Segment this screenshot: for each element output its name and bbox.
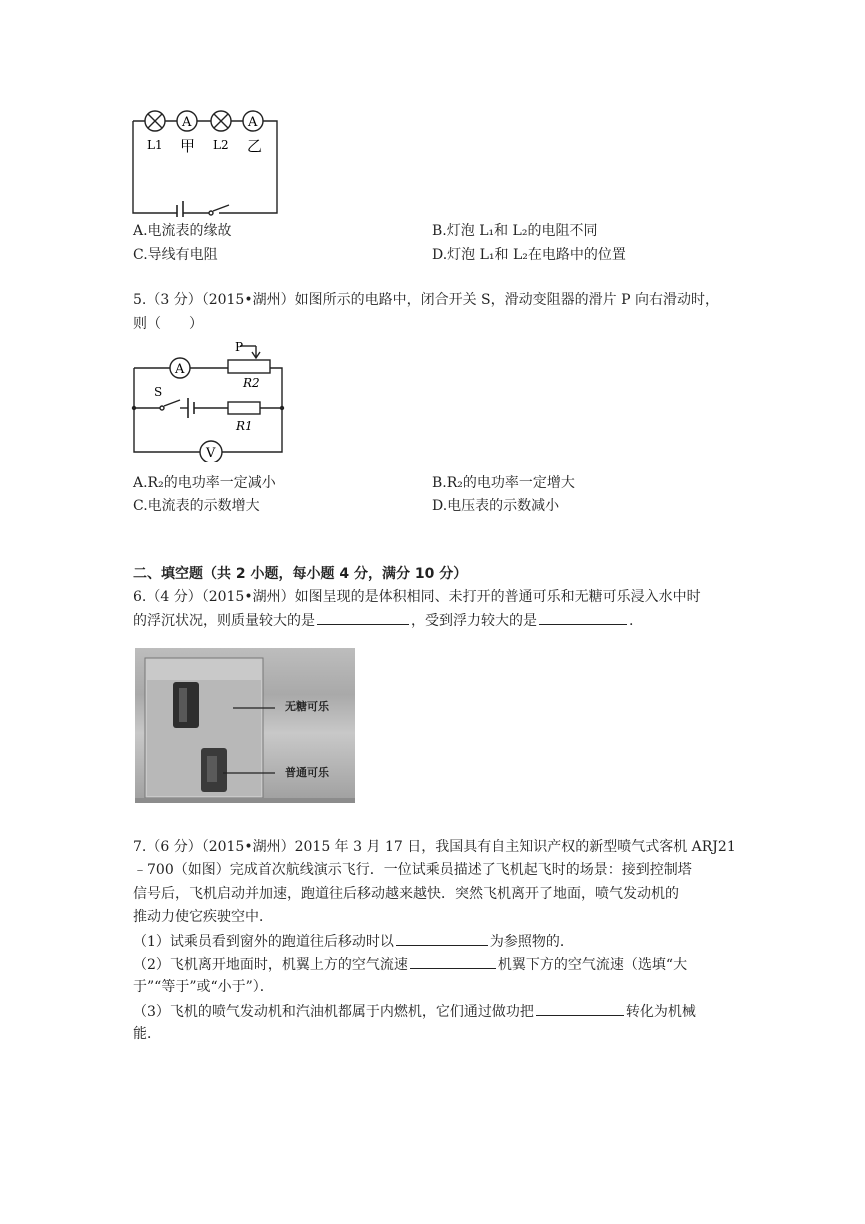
q4-ammeter-a-label: A [182,115,192,130]
q6-answer-blank-1[interactable] [317,610,409,625]
q6-line2-text-a: 的浮沉状况，则质量较大的是 [133,613,315,629]
q4-lamp2-label: L2 [213,138,229,152]
q5-option-b: B.R₂的电功率一定增大 [432,475,575,491]
q7-part3-text-b: 转化为机械 [625,1004,696,1020]
q7-part2 [133,954,687,975]
q7-answer-blank-2[interactable] [410,954,496,969]
q6-line2-text-b: ，受到浮力较大的是 [411,613,537,629]
q7-part1 [133,931,574,952]
q7-part2-text-a: （2）飞机离开地面时，机翼上方的空气流速 [133,957,408,973]
q5-option-c: C.电流表的示数增大 [133,498,260,514]
q5-s-label: S [154,385,163,399]
q5-stem-line2: 则（ ） [133,316,203,332]
q7-line1: 7.（6 分）（2015•湖州）2015 年 3 月 17 日，我国具有自主知识产权的新型喷气式客机 ARJ21 [133,839,736,855]
q4-option-b: B.灯泡 L₁和 L₂的电阻不同 [432,223,598,239]
q4-circuit-diagram [125,105,285,217]
q6-label-regular: 普通可乐 [285,766,329,779]
q5-circuit-diagram [128,340,288,462]
q6-line1: 6.（4 分）（2015•湖州）如图呈现的是体积相同、未打开的普通可乐和无糖可乐浸入水中时 [133,589,701,605]
q5-voltmeter-label: V [206,446,216,461]
q7-part3-text-a: （3）飞机的喷气发动机和汽油机都属于内燃机，它们通过做功把 [133,1004,534,1020]
q6-line2 [133,610,633,631]
q4-option-c: C.导线有电阻 [133,247,218,263]
q5-stem-line1: 5.（3 分）（2015•湖州）如图所示的电路中，闭合开关 S，滑动变阻器的滑片 P 向右滑动时， [133,292,719,308]
q4-ammeter-b-label: A [248,115,258,130]
q6-label-sugar-free: 无糖可乐 [285,700,329,713]
q4-jia-label: 甲 [180,137,196,155]
q6-answer-blank-2[interactable] [539,610,627,625]
q4-option-a: A.电流表的缘故 [133,223,232,239]
q5-r2-label: R2 [243,376,260,390]
q5-r1-label: R1 [236,419,253,433]
q7-line2: ﹣700（如图）完成首次航线演示飞行．一位试乘员描述了飞机起飞时的场景：接到控制塔 [133,862,692,878]
q7-part2-cont: 于”“等于”或“小于”）． [133,979,274,995]
q7-part1-text-b: 为参照物的． [489,934,574,950]
q7-part1-text-a: （1）试乘员看到窗外的跑道往后移动时以 [133,934,394,950]
q7-line4: 推动力使它疾驶空中． [133,909,273,925]
q4-yi-label: 乙 [247,137,263,155]
section-title-fill-in: 二、填空题（共 2 小题，每小题 4 分，满分 10 分） [133,566,468,582]
q7-line3: 信号后，飞机启动并加速，跑道往后移动越来越快．突然飞机离开了地面，喷气发动机的 [133,886,679,902]
q7-answer-blank-3[interactable] [536,1001,624,1016]
q5-p-label: P [235,340,244,354]
q7-part3 [133,1001,696,1022]
q6-cola-photo [135,648,355,803]
q5-option-d: D.电压表的示数减小 [432,498,560,514]
q6-line2-text-c: . [629,613,634,629]
q4-option-d: D.灯泡 L₁和 L₂在电路中的位置 [432,247,626,263]
q5-ammeter-label: A [175,362,185,377]
q7-part2-text-b: 机翼下方的空气流速（选填“大 [497,957,688,973]
q4-lamp1-label: L1 [147,138,163,152]
q7-answer-blank-1[interactable] [396,931,488,946]
q5-option-a: A.R₂的电功率一定减小 [133,475,276,491]
q7-part3-cont: 能． [133,1026,161,1042]
